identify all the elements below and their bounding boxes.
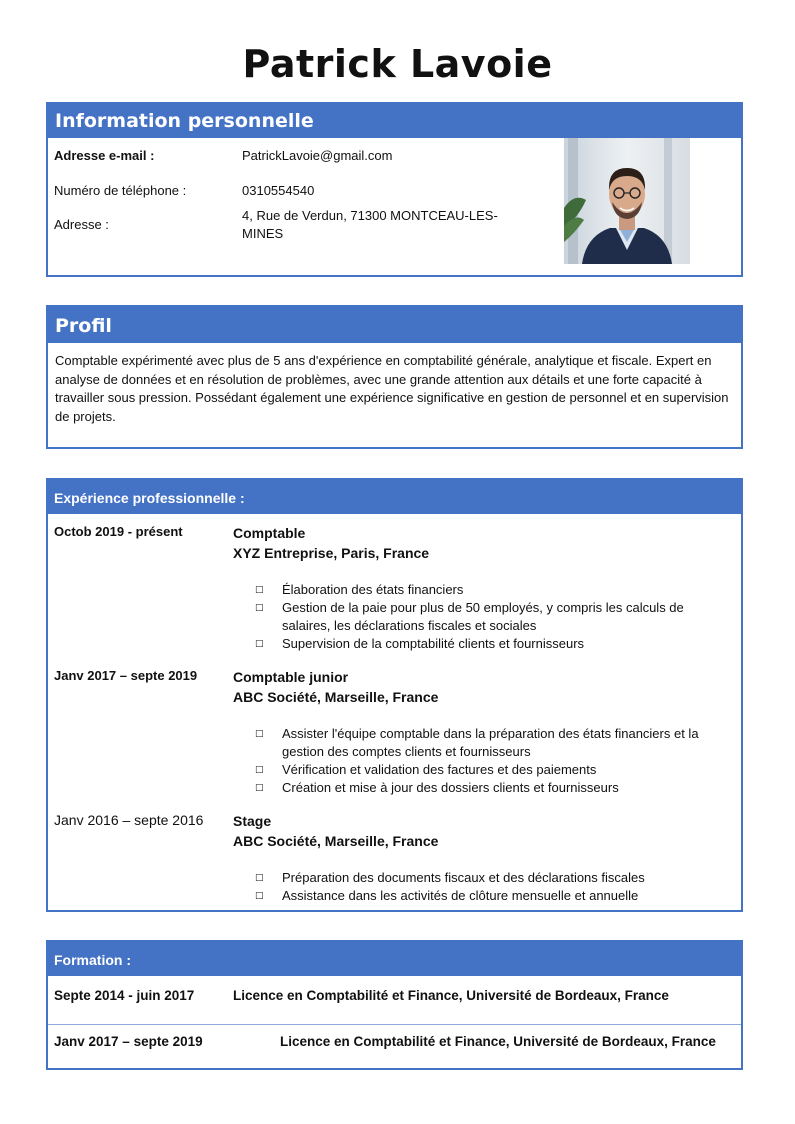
task-item: □ Assistance dans les activités de clôture mensuelle et annuelle [255,887,725,905]
job-dates: Octob 2019 - présent [54,524,183,539]
education-dates: Septe 2014 - juin 2017 [54,988,195,1003]
experience-header: Expérience professionnelle : [48,480,741,514]
job-tasks [255,725,725,797]
education-degree: Licence en Comptabilité et Finance, Université de Bordeaux, France [233,988,669,1003]
education-row-divider [48,1024,741,1025]
job-dates: Janv 2016 – septe 2016 [54,812,204,828]
address-label: Adresse : [54,217,109,232]
personal-info-header: Information personnelle [48,104,741,138]
profile-header: Profil [48,307,741,343]
education-section [46,940,743,1070]
job-title: Comptable junior [233,669,349,685]
education-header: Formation : [48,942,226,976]
job-company: ABC Société, Marseille, France [233,689,439,705]
email-label: Adresse e-mail : [54,148,155,163]
email-value: PatrickLavoie@gmail.com [242,148,393,163]
job-title: Stage [233,813,272,829]
phone-label: Numéro de téléphone : [54,183,187,198]
profile-section [46,305,743,449]
job-tasks [255,581,725,653]
address-line-2: MINES [242,226,284,241]
experience-section [46,478,743,912]
task-item: □ Assister l'équipe comptable dans la préparation des états financiers et la gestion des comptes clients et fournisseurs [255,725,725,761]
job-company: ABC Société, Marseille, France [233,833,439,849]
phone-value: 0310554540 [242,183,315,198]
candidate-name: Patrick Lavoie [242,42,553,86]
education-dates: Janv 2017 – septe 2019 [54,1034,203,1049]
task-item: □ Préparation des documents fiscaux et des déclarations fiscales [255,869,725,887]
task-item: □ Création et mise à jour des dossiers clients et fournisseurs [255,779,725,797]
task-item: □ Vérification et validation des factures et des paiements [255,761,725,779]
education-degree: Licence en Comptabilité et Finance, Université de Bordeaux, France [280,1034,716,1049]
profile-photo [564,138,690,264]
task-item: □ Élaboration des états financiers [255,581,725,599]
job-tasks [255,869,725,905]
personal-info-section [46,102,743,277]
job-dates: Janv 2017 – septe 2019 [54,668,198,683]
job-title: Comptable [233,525,306,541]
education-header-band [220,942,741,976]
task-item: □ Gestion de la paie pour plus de 50 employés, y compris les calculs de salaires, les déclarations fiscales et sociales [255,599,725,635]
address-line-1: 4, Rue de Verdun, 71300 MONTCEAU-LES- [242,208,498,223]
profile-text: Comptable expérimenté avec plus de 5 ans d'expérience en comptabilité générale, analytique et fiscale. Expert en analyse de données et en résolution de problèmes, avec une grande attention aux détails et une forte capacité à travailler sous pression. Possédant également une expérience significative en gestion de personnel et en supervision de projets. [55,353,729,424]
job-company: XYZ Entreprise, Paris, France [233,545,430,561]
task-item: □ Supervision de la comptabilité clients et fournisseurs [255,635,725,653]
